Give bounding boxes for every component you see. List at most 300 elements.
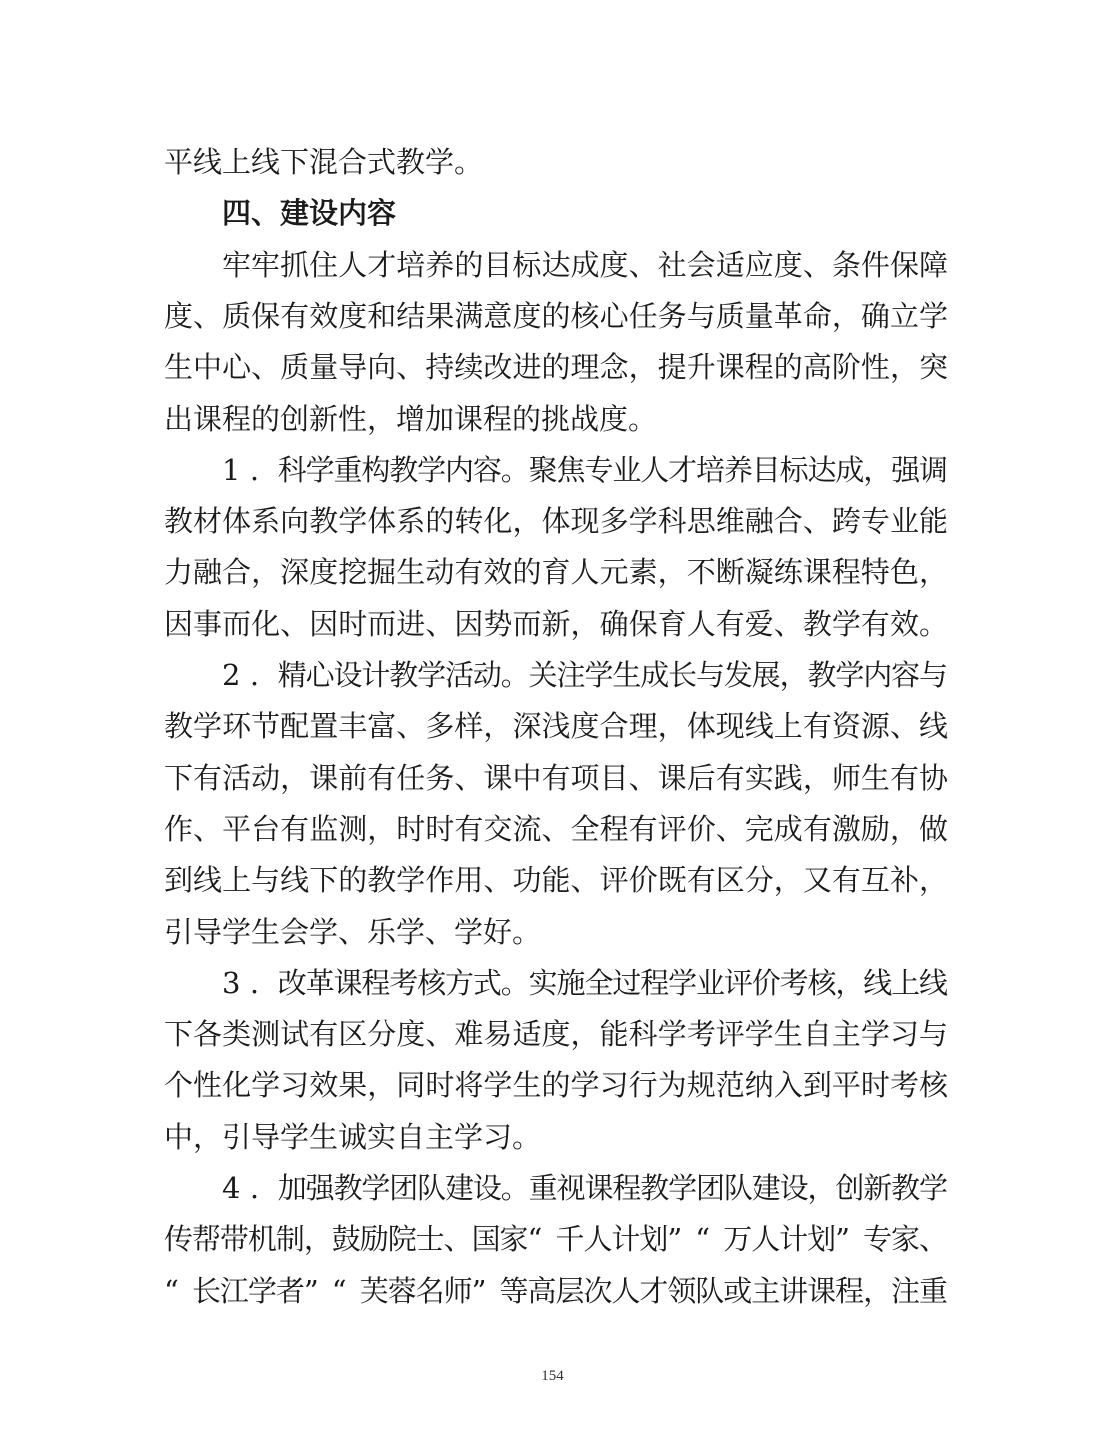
glyph: 养 — [425, 247, 455, 282]
glyph: 。 — [454, 145, 484, 179]
glyph: 重 — [528, 1171, 558, 1205]
glyph: 有 — [802, 709, 832, 744]
glyph: 、 — [802, 504, 832, 539]
glyph: ， — [367, 401, 397, 436]
glyph: 建 — [751, 1171, 781, 1205]
glyph: 育 — [657, 606, 687, 641]
glyph: 而 — [512, 606, 542, 641]
glyph: 中 — [164, 1119, 194, 1154]
glyph: 建 — [445, 1171, 475, 1205]
glyph: 线 — [919, 709, 949, 744]
glyph: . — [249, 965, 260, 1000]
glyph: 层 — [555, 1273, 585, 1308]
glyph: 考 — [686, 1017, 716, 1052]
glyph: 学 — [251, 1068, 281, 1103]
glyph: 建 — [280, 196, 310, 231]
glyph: 业 — [612, 452, 642, 487]
glyph: 果 — [425, 298, 455, 333]
glyph: 融 — [193, 555, 223, 590]
glyph: 保 — [628, 606, 658, 641]
glyph: 各 — [193, 1017, 223, 1052]
glyph: 动 — [425, 555, 455, 590]
glyph: 设 — [472, 1171, 502, 1205]
glyph: 计 — [611, 1222, 641, 1257]
glyph: 增 — [396, 401, 426, 436]
glyph: 效 — [889, 606, 919, 641]
glyph: 人 — [751, 1222, 781, 1257]
glyph: 专 — [860, 504, 890, 539]
glyph: 互 — [860, 863, 890, 898]
glyph: 务 — [425, 760, 455, 795]
glyph: 有 — [860, 606, 890, 641]
glyph: 计 — [779, 1222, 809, 1257]
glyph: 容 — [472, 452, 502, 487]
glyph: 线 — [193, 145, 223, 179]
glyph: 心 — [222, 350, 252, 385]
glyph: 会 — [280, 914, 310, 949]
glyph: 传 — [164, 1222, 194, 1257]
glyph: 牢 — [251, 247, 281, 282]
glyph: 合 — [773, 504, 803, 539]
glyph: ， — [779, 658, 809, 692]
glyph: 核 — [570, 298, 600, 333]
glyph: 学 — [193, 709, 223, 744]
glyph: 课 — [657, 760, 687, 795]
glyph: 科 — [277, 452, 307, 487]
glyph: 核 — [417, 965, 447, 1000]
glyph: 有 — [715, 760, 745, 795]
glyph: 掘 — [367, 555, 397, 590]
glyph: 量 — [309, 350, 339, 385]
glyph: 课 — [715, 350, 745, 385]
glyph: 重 — [919, 1273, 949, 1308]
glyph: 革 — [305, 965, 335, 1000]
glyph: 作 — [164, 811, 194, 846]
glyph: 命 — [802, 298, 832, 333]
glyph: 新 — [863, 1171, 893, 1205]
glyph: 量 — [744, 298, 774, 333]
glyph: 度 — [599, 401, 629, 436]
text-line — [0, 758, 1105, 798]
glyph: 激 — [831, 811, 861, 846]
glyph: 方 — [445, 965, 475, 1000]
glyph: 达 — [807, 452, 837, 487]
glyph: 保 — [251, 298, 281, 333]
glyph: 队 — [417, 1171, 447, 1205]
glyph: 资 — [831, 709, 861, 744]
glyph: 专 — [863, 1222, 893, 1257]
glyph: 挑 — [541, 401, 571, 436]
glyph: 教 — [640, 1171, 670, 1205]
glyph: 、 — [570, 863, 600, 898]
glyph: ， — [303, 1222, 333, 1257]
glyph: 养 — [723, 452, 753, 487]
glyph: 特 — [860, 555, 890, 590]
glyph: 次 — [583, 1273, 613, 1308]
glyph: 深 — [280, 555, 310, 590]
glyph: 新 — [541, 606, 571, 641]
glyph: 确 — [599, 606, 629, 641]
glyph: 目 — [751, 452, 781, 487]
glyph: 价 — [686, 811, 716, 846]
glyph: 课 — [483, 760, 513, 795]
glyph: 完 — [744, 811, 774, 846]
glyph: 考 — [389, 965, 419, 1000]
glyph: 的 — [512, 555, 542, 590]
glyph: 动 — [472, 658, 502, 692]
glyph: 标 — [512, 247, 542, 282]
glyph: 注 — [556, 658, 586, 692]
glyph: 障 — [919, 247, 949, 282]
glyph: 人 — [640, 452, 670, 487]
glyph: ” — [471, 1273, 487, 1308]
glyph: 因 — [164, 606, 194, 641]
glyph: 素 — [628, 555, 658, 590]
glyph: 全 — [584, 965, 614, 1000]
glyph: ， — [657, 709, 687, 744]
glyph: 功 — [512, 863, 542, 898]
glyph: 性 — [860, 350, 890, 385]
glyph: 习 — [280, 1068, 310, 1103]
glyph: 、 — [454, 760, 484, 795]
glyph: 意 — [483, 298, 513, 333]
glyph: 专 — [584, 452, 614, 487]
glyph: 配 — [280, 709, 310, 744]
glyph: 式 — [472, 965, 502, 1000]
glyph: 心 — [599, 298, 629, 333]
glyph: ， — [657, 555, 687, 590]
glyph: 前 — [338, 760, 368, 795]
glyph: 度 — [773, 247, 803, 282]
glyph: 度 — [396, 1017, 426, 1052]
glyph: 过 — [612, 965, 642, 1000]
glyph: 3 — [222, 965, 241, 1000]
text-line — [0, 450, 1105, 490]
glyph: 学 — [247, 1273, 277, 1308]
glyph: 计 — [361, 658, 391, 692]
glyph: 化 — [251, 606, 281, 641]
glyph: 教 — [396, 145, 426, 179]
glyph: 合 — [338, 145, 368, 179]
glyph: 改 — [277, 965, 307, 1000]
glyph: 分 — [744, 863, 774, 898]
glyph: 试 — [280, 1017, 310, 1052]
glyph: 育 — [541, 555, 571, 590]
glyph: 名 — [415, 1273, 445, 1308]
glyph: 习 — [889, 1017, 919, 1052]
glyph: 爱 — [744, 606, 774, 641]
glyph: 课 — [584, 1171, 614, 1205]
glyph: 的 — [541, 1068, 571, 1103]
glyph: 升 — [686, 350, 716, 385]
glyph: 的 — [541, 350, 571, 385]
glyph: 入 — [773, 1068, 803, 1103]
glyph: 能 — [541, 863, 571, 898]
glyph: ， — [919, 555, 949, 590]
glyph: 鼓 — [331, 1222, 361, 1257]
glyph: 材 — [193, 504, 223, 539]
glyph: 容 — [367, 196, 397, 231]
glyph: 、 — [251, 350, 281, 385]
glyph: ” — [303, 1273, 319, 1308]
text-line — [0, 604, 1105, 644]
glyph: 教 — [389, 658, 419, 692]
glyph: 度 — [570, 709, 600, 744]
glyph: 团 — [389, 1171, 419, 1205]
glyph: 生 — [773, 1017, 803, 1052]
glyph: 后 — [686, 760, 716, 795]
glyph: ， — [919, 863, 949, 898]
glyph: 色 — [889, 555, 919, 590]
glyph: 区 — [715, 863, 745, 898]
glyph: 、 — [193, 298, 223, 333]
glyph: 人 — [686, 606, 716, 641]
glyph: 任 — [396, 760, 426, 795]
text-line — [0, 399, 1105, 439]
glyph: 适 — [512, 1017, 542, 1052]
glyph: 培 — [695, 452, 725, 487]
glyph: ， — [802, 760, 832, 795]
glyph: 教 — [807, 658, 837, 692]
text-line — [0, 655, 1105, 695]
glyph: 出 — [164, 401, 194, 436]
glyph: 、 — [715, 811, 745, 846]
glyph: 者 — [275, 1273, 305, 1308]
glyph: 有 — [802, 811, 832, 846]
glyph: 规 — [686, 1068, 716, 1103]
glyph: 考 — [889, 1068, 919, 1103]
glyph: 学 — [570, 1068, 600, 1103]
glyph: . — [249, 452, 260, 487]
glyph: “ — [331, 1273, 347, 1308]
glyph: . — [249, 1171, 260, 1205]
text-line — [0, 1065, 1105, 1105]
glyph: 向 — [367, 350, 397, 385]
glyph: 转 — [454, 504, 484, 539]
glyph: 有 — [309, 1017, 339, 1052]
glyph: 、 — [541, 811, 571, 846]
glyph: 人 — [570, 555, 600, 590]
glyph: ， — [193, 1119, 223, 1154]
glyph: 度 — [512, 298, 542, 333]
glyph: 学 — [454, 1119, 484, 1154]
glyph: 类 — [222, 1017, 252, 1052]
glyph: 教 — [164, 504, 194, 539]
glyph: 、 — [773, 606, 803, 641]
glyph: 时 — [425, 811, 455, 846]
glyph: 、 — [425, 914, 455, 949]
glyph: 强 — [305, 1171, 335, 1205]
glyph: 质 — [280, 350, 310, 385]
glyph: ， — [512, 504, 542, 539]
glyph: ， — [367, 811, 397, 846]
glyph: 学 — [338, 504, 368, 539]
text-line — [0, 1219, 1105, 1259]
glyph: 同 — [396, 1068, 426, 1103]
glyph: 的 — [541, 298, 571, 333]
glyph: 改 — [483, 350, 513, 385]
glyph: 生 — [396, 555, 426, 590]
glyph: 、 — [396, 709, 426, 744]
glyph: 活 — [222, 760, 252, 795]
glyph: 革 — [773, 298, 803, 333]
glyph: 。 — [512, 914, 542, 949]
glyph: 励 — [359, 1222, 389, 1257]
glyph: 生 — [309, 1119, 339, 1154]
text-line — [0, 1271, 1105, 1311]
glyph: “ — [695, 1222, 711, 1257]
glyph: 课 — [193, 401, 223, 436]
glyph: 生 — [612, 658, 642, 692]
glyph: 课 — [309, 760, 339, 795]
glyph: 主 — [425, 1119, 455, 1154]
glyph: 难 — [454, 1017, 484, 1052]
glyph: 系 — [396, 504, 426, 539]
glyph: 等 — [499, 1273, 529, 1308]
glyph: 分 — [367, 1017, 397, 1052]
glyph: 向 — [280, 504, 310, 539]
glyph: 国 — [471, 1222, 501, 1257]
glyph: 住 — [309, 247, 339, 282]
glyph: 机 — [247, 1222, 277, 1257]
glyph: 程 — [222, 401, 252, 436]
glyph: 下 — [309, 863, 339, 898]
glyph: 化 — [222, 1068, 252, 1103]
glyph: 人 — [583, 1222, 613, 1257]
glyph: ， — [367, 1068, 397, 1103]
glyph: 平 — [164, 145, 194, 179]
glyph: 活 — [445, 658, 475, 692]
glyph: “ — [527, 1222, 543, 1257]
glyph: 又 — [802, 863, 832, 898]
glyph: 与 — [695, 658, 725, 692]
glyph: 为 — [657, 1068, 687, 1103]
glyph: 浅 — [541, 709, 571, 744]
glyph: 现 — [715, 709, 745, 744]
glyph: 范 — [715, 1068, 745, 1103]
glyph: 队 — [723, 1171, 753, 1205]
glyph: 纳 — [744, 1068, 774, 1103]
glyph: 引 — [222, 1119, 252, 1154]
glyph: 长 — [191, 1273, 221, 1308]
glyph: 元 — [599, 555, 629, 590]
glyph: 台 — [251, 811, 281, 846]
glyph: 目 — [483, 247, 513, 282]
glyph: 线 — [193, 863, 223, 898]
glyph: 阶 — [831, 350, 861, 385]
glyph: . — [249, 658, 260, 692]
glyph: 果 — [338, 1068, 368, 1103]
glyph: 学 — [835, 658, 865, 692]
glyph: 学 — [483, 1068, 513, 1103]
glyph: 焦 — [556, 452, 586, 487]
glyph: 。 — [500, 1171, 530, 1205]
glyph: 创 — [835, 1171, 865, 1205]
glyph: 战 — [570, 401, 600, 436]
glyph: 。 — [628, 401, 658, 436]
glyph: 学 — [361, 1171, 391, 1205]
glyph: ， — [483, 709, 513, 744]
glyph: 导 — [193, 914, 223, 949]
glyph: 的 — [773, 350, 803, 385]
glyph: 有 — [280, 811, 310, 846]
glyph: 核 — [807, 965, 837, 1000]
glyph: 学 — [396, 863, 426, 898]
glyph: 考 — [779, 965, 809, 1000]
glyph: 到 — [164, 863, 194, 898]
glyph: 质 — [715, 298, 745, 333]
glyph: 评 — [715, 1017, 745, 1052]
glyph: 、 — [443, 1222, 473, 1257]
glyph: 体 — [367, 504, 397, 539]
glyph: 评 — [599, 863, 629, 898]
glyph: 学 — [305, 452, 335, 487]
glyph: 习 — [483, 1119, 513, 1154]
glyph: 学 — [919, 298, 949, 333]
glyph: 蓉 — [387, 1273, 417, 1308]
glyph: 帮 — [191, 1222, 221, 1257]
text-line — [0, 552, 1105, 592]
glyph: 线 — [744, 709, 774, 744]
glyph: 高 — [802, 350, 832, 385]
section-heading — [0, 193, 1105, 233]
glyph: 、 — [889, 709, 919, 744]
glyph: 度 — [164, 298, 194, 333]
glyph: 科 — [628, 1017, 658, 1052]
glyph: 。 — [512, 1119, 542, 1154]
glyph: 创 — [280, 401, 310, 436]
glyph: 事 — [193, 606, 223, 641]
glyph: 主 — [751, 1273, 781, 1308]
text-line — [0, 809, 1105, 849]
glyph: 发 — [723, 658, 753, 692]
glyph: 容 — [891, 658, 921, 692]
glyph: 标 — [779, 452, 809, 487]
glyph: 因 — [454, 606, 484, 641]
glyph: 成 — [835, 452, 865, 487]
glyph: 体 — [686, 709, 716, 744]
glyph: 用 — [454, 863, 484, 898]
glyph: ” — [835, 1222, 850, 1257]
glyph: 或 — [723, 1273, 753, 1308]
glyph: 生 — [164, 350, 194, 385]
glyph: 置 — [309, 709, 339, 744]
glyph: 施 — [556, 965, 586, 1000]
glyph: 、 — [338, 914, 368, 949]
glyph: 有 — [454, 555, 484, 590]
glyph: 监 — [309, 811, 339, 846]
glyph: 重 — [333, 452, 363, 487]
glyph: 教 — [802, 606, 832, 641]
glyph: 维 — [715, 504, 745, 539]
glyph: 会 — [686, 247, 716, 282]
glyph: 结 — [396, 298, 426, 333]
glyph: 学 — [657, 1017, 687, 1052]
glyph: 丰 — [338, 709, 368, 744]
glyph: 因 — [309, 606, 339, 641]
glyph: 、 — [483, 863, 513, 898]
glyph: ， — [773, 863, 803, 898]
glyph: 有 — [280, 298, 310, 333]
glyph: 有 — [454, 811, 484, 846]
glyph: 学 — [919, 1171, 949, 1205]
glyph: 学 — [584, 658, 614, 692]
glyph: 有 — [541, 760, 571, 795]
glyph: 合 — [222, 555, 252, 590]
glyph: 划 — [639, 1222, 669, 1257]
glyph: 立 — [889, 298, 919, 333]
glyph: 能 — [919, 504, 949, 539]
